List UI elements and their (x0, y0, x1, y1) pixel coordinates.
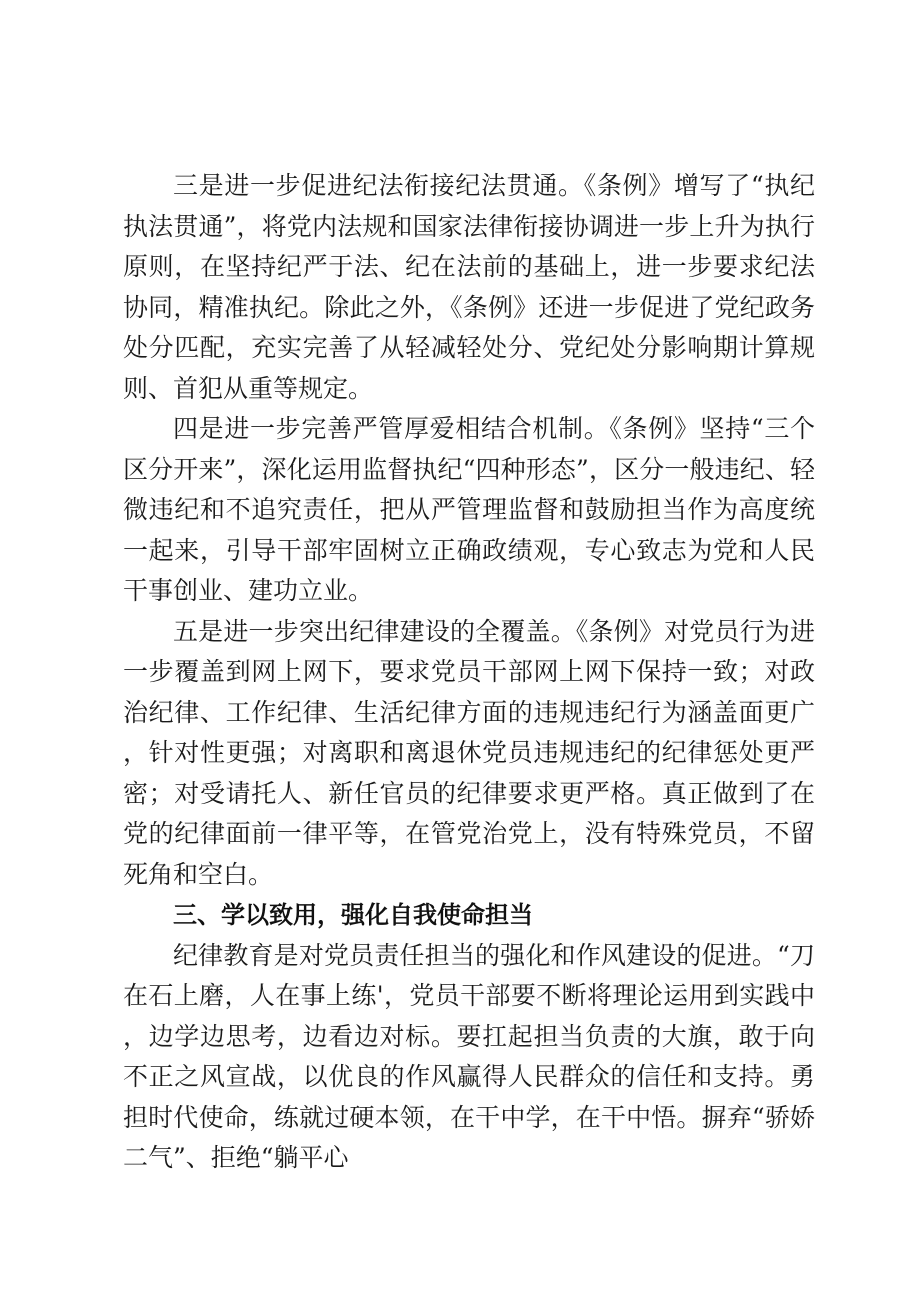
paragraph-discipline-education: 纪律教育是对党员责任担当的强化和作风建设的促进。“刀在石上磨，人在事上练'，党员干部要不断将理论运用到实践中，边学边思考，边看边对标。要扛起担当负责的大旗，敢于向不正之风宣战，以优良的作风赢得人民群众的信任和支持。勇担时代使命，练就过硬本领，在干中学，在干中悟。摒弃“骄娇二气”、拒绝“躺平心 (123, 940, 815, 1172)
paragraph-point-four: 四是进一步完善严管厚爱相结合机制。《条例》坚持“三个区分开来”，深化运用监督执纪“四种形态”，区分一般违纪、轻微违纪和不追究责任，把从严管理监督和鼓励担当作为高度统一起来，引导干部牢固树立正确政绩观，专心致志为党和人民干事创业、建功立业。 (123, 414, 815, 605)
paragraph-point-five: 五是进一步突出纪律建设的全覆盖。《条例》对党员行为进一步覆盖到网上网下，要求党员干部网上网下保持一致；对政治纪律、工作纪律、生活纪律方面的违规违纪行为涵盖面更广，针对性更强；对离职和离退休党员违规违纪的纪律惩处更严密；对受请托人、新任官员的纪律要求更严格。真正做到了在党的纪律面前一律平等，在管党治党上，没有特殊党员，不留死角和空白。 (123, 616, 815, 889)
document-body (123, 166, 815, 1179)
section-heading: 三、学以致用，强化自我使命担当 (173, 901, 533, 929)
paragraph-point-three: 三是进一步促进纪法衔接纪法贯通。《条例》增写了“执纪执法贯通”，将党内法规和国家法律衔接协调进一步上升为执行原则，在坚持纪严于法、纪在法前的基础上，进一步要求纪法协同，精准执纪。除此之外，《条例》还进一步促进了党纪政务处分匹配，充实完善了从轻减轻处分、党纪处分影响期计算规则、首犯从重等规定。 (123, 171, 815, 403)
